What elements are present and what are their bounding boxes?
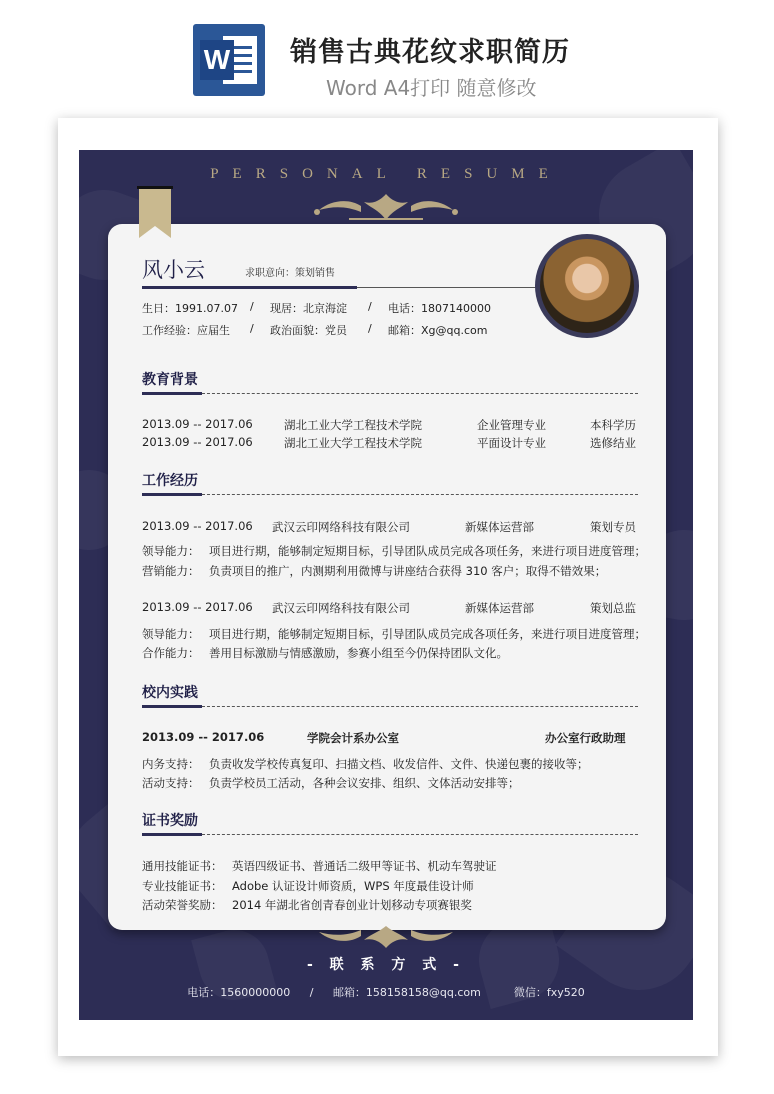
bookmark-icon	[137, 186, 173, 240]
award-label: 专业技能证书：	[142, 879, 223, 893]
page-subtitle: Word A4打印 随意修改	[326, 76, 537, 100]
contact-phone: 电话：1560000000	[187, 986, 291, 999]
edu-period: 2013.09 -- 2017.06	[142, 435, 253, 449]
contact-wechat: 微信：fxy520	[513, 986, 585, 999]
info-separator: /	[368, 300, 372, 313]
edu-period: 2013.09 -- 2017.06	[142, 417, 253, 431]
info-residence: 现居：北京海淀	[270, 302, 347, 315]
edu-school: 湖北工业大学工程技术学院	[284, 418, 422, 432]
info-separator: /	[368, 322, 372, 335]
edu-degree: 本科学历	[590, 418, 636, 432]
info-separator: /	[250, 322, 254, 335]
word-logo-letter: W	[200, 40, 234, 80]
info-experience: 工作经验：应届生	[142, 324, 230, 337]
campus-org: 学院会计系办公室	[307, 731, 399, 745]
work-dept: 新媒体运营部	[465, 520, 534, 534]
name-underline	[142, 286, 357, 289]
ornament-icon	[309, 926, 463, 950]
award-label: 活动荣誉奖励：	[142, 898, 223, 912]
work-company: 武汉云印网络科技有限公司	[272, 601, 410, 615]
section-bar	[142, 493, 202, 496]
work-position: 策划总监	[590, 601, 636, 615]
work-line-label: 营销能力：	[142, 564, 200, 578]
info-email: 邮箱：Xg@qq.com	[388, 324, 488, 337]
work-position: 策划专员	[590, 520, 636, 534]
section-bar	[142, 833, 202, 836]
campus-line-text: 负责收发学校传真复印、扫描文档、收发信件、文件、快递包裹的接收等；	[209, 757, 589, 771]
work-line-text: 负责项目的推广，内测期利用微博与讲座结合获得 310 客户；取得不错效果；	[209, 564, 607, 578]
edu-school: 湖北工业大学工程技术学院	[284, 436, 422, 450]
info-birth: 生日：1991.07.07	[142, 302, 238, 315]
work-line-label: 领导能力：	[142, 544, 200, 558]
section-title-work: 工作经历	[142, 473, 198, 489]
award-label: 通用技能证书：	[142, 859, 223, 873]
campus-line-text: 负责学校员工活动，各种会议安排、组织、文体活动安排等；	[209, 776, 520, 790]
resume-background	[79, 150, 693, 1020]
info-separator: /	[250, 300, 254, 313]
section-dashed-line	[202, 393, 638, 394]
candidate-name: 风小云	[142, 258, 205, 282]
campus-role: 办公室行政助理	[545, 731, 626, 745]
section-bar	[142, 392, 202, 395]
work-line-text: 项目进行期，能够制定短期目标，引导团队成员完成各项任务，来进行项目进度管理；	[209, 627, 646, 641]
work-dept: 新媒体运营部	[465, 601, 534, 615]
resume-paper	[58, 118, 718, 1056]
contact-title: - 联 系 方 式 -	[307, 957, 465, 973]
job-intent: 求职意向：策划销售	[245, 268, 335, 279]
contact-line	[79, 984, 693, 1000]
section-title-campus: 校内实践	[142, 685, 198, 701]
work-line-text: 善用目标激励与情感激励，参赛小组至今仍保持团队文化。	[209, 646, 508, 660]
contact-separator: /	[309, 986, 314, 999]
campus-line-label: 内务支持：	[142, 757, 200, 771]
work-line-text: 项目进行期，能够制定短期目标，引导团队成员完成各项任务，来进行项目进度管理；	[209, 544, 646, 558]
section-title-education: 教育背景	[142, 372, 198, 388]
avatar	[535, 234, 639, 338]
award-text: 2014 年湖北省创青春创业计划移动专项赛银奖	[232, 898, 472, 912]
work-line-label: 领导能力：	[142, 627, 200, 641]
section-bar	[142, 705, 202, 708]
campus-period: 2013.09 -- 2017.06	[142, 730, 265, 744]
edu-major: 企业管理专业	[477, 418, 546, 432]
work-line-label: 合作能力：	[142, 646, 200, 660]
award-text: Adobe 认证设计师资质，WPS 年度最佳设计师	[232, 879, 474, 893]
ornament-icon	[309, 192, 463, 226]
edu-degree: 选修结业	[590, 436, 636, 450]
page-title: 销售古典花纹求职简历	[290, 37, 570, 68]
work-company: 武汉云印网络科技有限公司	[272, 520, 410, 534]
section-dashed-line	[202, 706, 638, 707]
word-app-icon	[193, 24, 265, 96]
info-phone: 电话：1807140000	[388, 302, 491, 315]
name-divider	[357, 287, 537, 288]
section-dashed-line	[202, 494, 638, 495]
work-period: 2013.09 -- 2017.06	[142, 519, 253, 533]
resume-banner: PERSONAL RESUME	[210, 166, 562, 182]
award-text: 英语四级证书、普通话二级甲等证书、机动车驾驶证	[232, 859, 497, 873]
work-period: 2013.09 -- 2017.06	[142, 600, 253, 614]
section-title-awards: 证书奖励	[142, 813, 198, 829]
info-politics: 政治面貌：党员	[270, 324, 347, 337]
contact-email: 邮箱：158158158@qq.com	[332, 986, 481, 999]
resume-card	[108, 224, 666, 930]
edu-major: 平面设计专业	[477, 436, 546, 450]
campus-line-label: 活动支持：	[142, 776, 200, 790]
section-dashed-line	[202, 834, 638, 835]
